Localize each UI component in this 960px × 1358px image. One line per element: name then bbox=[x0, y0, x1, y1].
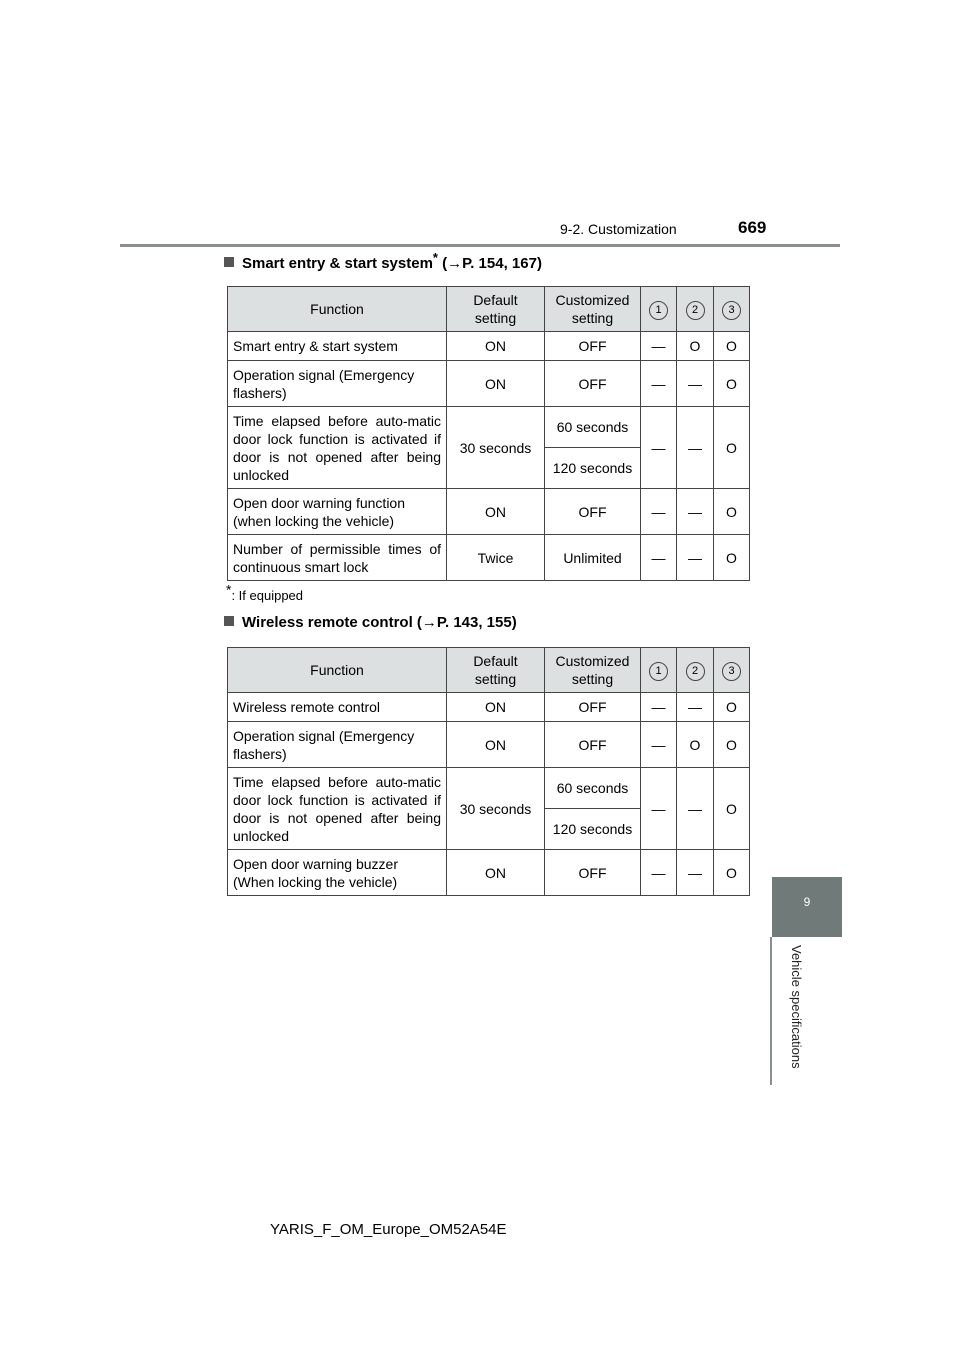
table-row bbox=[228, 535, 750, 581]
footnote-text: : If equipped bbox=[231, 588, 304, 603]
table-row bbox=[228, 768, 750, 809]
default-cell: 30 seconds bbox=[447, 768, 545, 850]
table-row bbox=[228, 332, 750, 361]
header-section-title: 9-2. Customization bbox=[560, 221, 677, 237]
customized-cell: 120 seconds bbox=[545, 448, 641, 489]
column-3-cell: O bbox=[714, 722, 750, 768]
table-row bbox=[228, 722, 750, 768]
column-3-cell: O bbox=[714, 407, 750, 489]
column-3-cell: O bbox=[714, 489, 750, 535]
circled-number-2-icon: 2 bbox=[686, 662, 705, 681]
table-row bbox=[228, 850, 750, 896]
document-code: YARIS_F_OM_Europe_OM52A54E bbox=[270, 1221, 507, 1238]
customized-cell: 60 seconds bbox=[545, 768, 641, 809]
column-1-cell: — bbox=[641, 722, 677, 768]
function-cell: Time elapsed before auto-matic door lock function is activated if door is not opened after being unlocked bbox=[228, 768, 447, 850]
column-2-cell: — bbox=[677, 535, 714, 581]
column-2-cell: — bbox=[677, 489, 714, 535]
column-2-cell: O bbox=[677, 722, 714, 768]
column-header-function: Function bbox=[228, 648, 447, 693]
customized-cell: OFF bbox=[545, 693, 641, 722]
column-2-cell: O bbox=[677, 332, 714, 361]
footnote-marker: * bbox=[432, 250, 438, 265]
table-row bbox=[228, 407, 750, 448]
table-row bbox=[228, 361, 750, 407]
column-3-cell: O bbox=[714, 332, 750, 361]
function-cell: Smart entry & start system bbox=[228, 332, 447, 361]
side-divider bbox=[770, 937, 772, 1085]
column-header-function: Function bbox=[228, 287, 447, 332]
square-bullet-icon bbox=[224, 257, 234, 267]
column-1-cell: — bbox=[641, 850, 677, 896]
circled-number-1-icon: 1 bbox=[649, 301, 668, 320]
default-cell: ON bbox=[447, 850, 545, 896]
column-2-cell: — bbox=[677, 850, 714, 896]
column-2-cell: — bbox=[677, 693, 714, 722]
column-header-customized: Customized setting bbox=[545, 287, 641, 332]
function-cell: Open door warning buzzer (When locking the vehicle) bbox=[228, 850, 447, 896]
function-cell: Open door warning function (when locking the vehicle) bbox=[228, 489, 447, 535]
function-cell: Operation signal (Emergency flashers) bbox=[228, 361, 447, 407]
header-divider bbox=[120, 244, 840, 247]
circled-number-2-icon: 2 bbox=[686, 301, 705, 320]
column-1-cell: — bbox=[641, 693, 677, 722]
circled-number-3-icon: 3 bbox=[722, 301, 741, 320]
column-2-cell: — bbox=[677, 768, 714, 850]
function-cell: Number of permissible times of continuous smart lock bbox=[228, 535, 447, 581]
column-1-cell: — bbox=[641, 407, 677, 489]
page-reference: (→P. 143, 155) bbox=[416, 614, 517, 631]
customized-cell: OFF bbox=[545, 332, 641, 361]
column-3-cell: O bbox=[714, 768, 750, 850]
footnote-marker: * bbox=[226, 581, 232, 598]
column-3-cell: O bbox=[714, 535, 750, 581]
column-1-cell: — bbox=[641, 332, 677, 361]
customized-cell: Unlimited bbox=[545, 535, 641, 581]
default-cell: ON bbox=[447, 489, 545, 535]
footnote bbox=[226, 581, 304, 603]
default-cell: 30 seconds bbox=[447, 407, 545, 489]
wireless-remote-settings-table bbox=[227, 647, 750, 896]
default-cell: ON bbox=[447, 332, 545, 361]
column-3-cell: O bbox=[714, 361, 750, 407]
column-3-cell: O bbox=[714, 693, 750, 722]
function-cell: Operation signal (Emergency flashers) bbox=[228, 722, 447, 768]
page-reference: (→P. 154, 167) bbox=[442, 255, 542, 272]
column-header-default: Default setting bbox=[447, 287, 545, 332]
function-cell: Time elapsed before auto-matic door lock function is activated if door is not opened after being unlocked bbox=[228, 407, 447, 489]
column-2-cell: — bbox=[677, 361, 714, 407]
default-cell: ON bbox=[447, 722, 545, 768]
column-header-customized: Customized setting bbox=[545, 648, 641, 693]
section-title-wireless-remote: Wireless remote control (→P. 143, 155) bbox=[224, 614, 517, 631]
customized-cell: 120 seconds bbox=[545, 809, 641, 850]
default-cell: Twice bbox=[447, 535, 545, 581]
chapter-tab: 9 bbox=[772, 877, 842, 937]
customized-cell: OFF bbox=[545, 361, 641, 407]
customized-cell: OFF bbox=[545, 850, 641, 896]
chapter-tab-label: Vehicle specifications bbox=[789, 945, 804, 1069]
square-bullet-icon bbox=[224, 616, 234, 626]
table-row bbox=[228, 693, 750, 722]
column-3-cell: O bbox=[714, 850, 750, 896]
customized-cell: 60 seconds bbox=[545, 407, 641, 448]
circled-number-3-icon: 3 bbox=[722, 662, 741, 681]
column-2-cell: — bbox=[677, 407, 714, 489]
page-number: 669 bbox=[738, 218, 767, 237]
customized-cell: OFF bbox=[545, 489, 641, 535]
column-1-cell: — bbox=[641, 489, 677, 535]
default-cell: ON bbox=[447, 693, 545, 722]
column-1-cell: — bbox=[641, 768, 677, 850]
table-header-row bbox=[228, 287, 750, 332]
table-row bbox=[228, 489, 750, 535]
default-cell: ON bbox=[447, 361, 545, 407]
circled-number-1-icon: 1 bbox=[649, 662, 668, 681]
table-header-row bbox=[228, 648, 750, 693]
column-header-default: Default setting bbox=[447, 648, 545, 693]
section-title-smart-entry: Smart entry & start system* (→P. 154, 167) bbox=[224, 255, 542, 272]
column-1-cell: — bbox=[641, 535, 677, 581]
function-cell: Wireless remote control bbox=[228, 693, 447, 722]
smart-entry-settings-table bbox=[227, 286, 750, 581]
customized-cell: OFF bbox=[545, 722, 641, 768]
column-1-cell: — bbox=[641, 361, 677, 407]
